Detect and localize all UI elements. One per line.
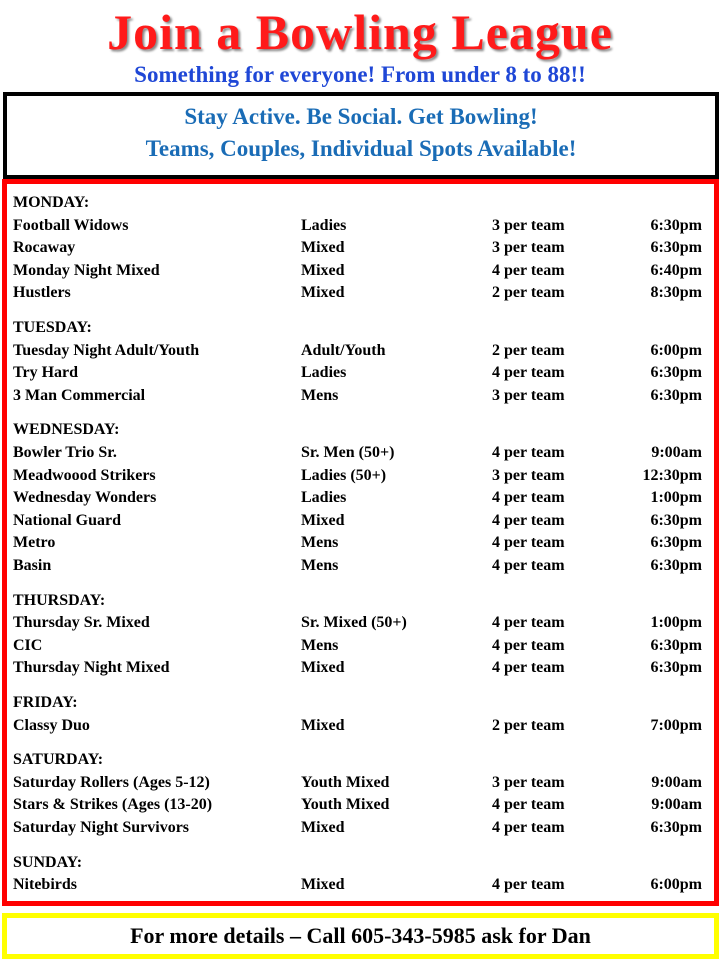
day-heading: THURSDAY:: [13, 591, 106, 609]
league-name: Nitebirds: [13, 876, 77, 894]
league-name: Thursday Night Mixed: [13, 659, 170, 677]
league-name: Monday Night Mixed: [13, 261, 160, 279]
start-time: 6:30pm: [650, 239, 702, 257]
start-time: 12:30pm: [642, 466, 702, 484]
intro-line-2: Teams, Couples, Individual Spots Available!: [145, 136, 577, 161]
schedule-box: [2, 179, 719, 906]
team-size: 3 per team: [492, 216, 565, 234]
team-size: 3 per team: [492, 386, 565, 404]
team-size: 3 per team: [492, 773, 565, 791]
league-name: National Guard: [13, 511, 122, 529]
start-time: 6:30pm: [650, 216, 702, 234]
league-type: Mixed: [301, 819, 345, 836]
day-heading: MONDAY:: [13, 194, 90, 211]
subtitle: Something for everyone! From under 8 to 88!!: [134, 62, 586, 87]
page-title: Join a Bowling League: [107, 4, 613, 60]
team-size: 4 per team: [492, 557, 565, 574]
start-time: 6:30pm: [650, 534, 702, 552]
day-heading: WEDNESDAY:: [13, 421, 120, 439]
day-heading: TUESDAY:: [13, 319, 92, 336]
league-type: Ladies: [301, 489, 347, 507]
start-time: 6:40pm: [650, 261, 702, 279]
team-size: 4 per team: [492, 819, 565, 836]
start-time: 1:00pm: [650, 614, 702, 632]
contact-footer: For more details – Call 605-343-5985 ask for Dan: [2, 913, 719, 959]
start-time: 6:30pm: [650, 659, 702, 677]
league-name: Hustlers: [13, 284, 71, 302]
start-time: 9:00am: [651, 796, 702, 814]
league-type: Mens: [301, 636, 339, 654]
day-heading: SATURDAY:: [13, 751, 104, 769]
start-time: 7:00pm: [650, 716, 702, 734]
league-type: Adult/Youth: [301, 341, 386, 359]
league-name: Meadwoood Strikers: [13, 466, 156, 484]
league-name: Classy Duo: [13, 716, 90, 734]
league-type: Youth Mixed: [301, 796, 390, 814]
league-name: Tuesday Night Adult/Youth: [13, 341, 200, 359]
league-name: Rocaway: [13, 239, 76, 257]
team-size: 4 per team: [492, 876, 565, 894]
schedule-rows: [7, 184, 714, 901]
team-size: 4 per team: [492, 364, 565, 382]
league-name: Stars & Strikes (Ages (13-20): [13, 796, 213, 814]
league-name: Metro: [13, 534, 56, 552]
league-type: Sr. Mixed (50+): [301, 614, 407, 632]
league-name: Bowler Trio Sr.: [13, 444, 117, 461]
team-size: 2 per team: [492, 284, 565, 302]
team-size: 4 per team: [492, 534, 565, 552]
start-time: 6:30pm: [650, 364, 702, 382]
league-name: CIC: [13, 636, 43, 654]
start-time: 6:30pm: [650, 386, 702, 404]
start-time: 6:30pm: [650, 557, 702, 574]
start-time: 6:00pm: [650, 876, 702, 894]
start-time: 8:30pm: [650, 284, 702, 302]
intro-line-1: Stay Active. Be Social. Get Bowling!: [184, 104, 538, 129]
league-type: Ladies: [301, 216, 347, 234]
league-name: 3 Man Commercial: [13, 386, 146, 404]
league-type: Mixed: [301, 876, 345, 894]
league-type: Mixed: [301, 261, 345, 279]
start-time: 6:30pm: [650, 636, 702, 654]
league-type: Mixed: [301, 239, 345, 257]
league-type: Mens: [301, 557, 339, 574]
league-name: Wednesday Wonders: [13, 489, 157, 507]
league-type: Youth Mixed: [301, 773, 390, 791]
league-type: Mens: [301, 534, 339, 552]
team-size: 4 per team: [492, 511, 565, 529]
team-size: 4 per team: [492, 489, 565, 507]
start-time: 6:30pm: [650, 819, 702, 836]
team-size: 4 per team: [492, 614, 565, 632]
start-time: 6:30pm: [650, 511, 702, 529]
start-time: 9:00am: [651, 773, 702, 791]
league-name: Basin: [13, 557, 52, 574]
league-type: Mixed: [301, 511, 345, 529]
league-type: Mixed: [301, 716, 345, 734]
team-size: 2 per team: [492, 341, 565, 359]
day-heading: FRIDAY:: [13, 694, 78, 711]
team-size: 3 per team: [492, 466, 565, 484]
team-size: 4 per team: [492, 261, 565, 279]
team-size: 4 per team: [492, 444, 565, 461]
league-name: Try Hard: [13, 364, 79, 382]
league-name: Saturday Night Survivors: [13, 819, 190, 836]
league-name: Thursday Sr. Mixed: [13, 614, 150, 632]
team-size: 4 per team: [492, 659, 565, 677]
league-type: Ladies (50+): [301, 466, 387, 484]
team-size: 4 per team: [492, 636, 565, 654]
league-type: Ladies: [301, 364, 347, 382]
start-time: 6:00pm: [650, 341, 702, 359]
day-heading: SUNDAY:: [13, 853, 83, 871]
team-size: 2 per team: [492, 716, 565, 734]
league-type: Mens: [301, 386, 339, 404]
league-type: Mixed: [301, 284, 345, 302]
start-time: 9:00am: [651, 444, 702, 461]
start-time: 1:00pm: [650, 489, 702, 507]
league-name: Saturday Rollers (Ages 5-12): [13, 773, 210, 791]
league-name: Football Widows: [13, 216, 129, 234]
league-type: Sr. Men (50+): [301, 444, 395, 461]
team-size: 3 per team: [492, 239, 565, 257]
intro-box: [3, 92, 719, 179]
team-size: 4 per team: [492, 796, 565, 814]
league-type: Mixed: [301, 659, 345, 677]
